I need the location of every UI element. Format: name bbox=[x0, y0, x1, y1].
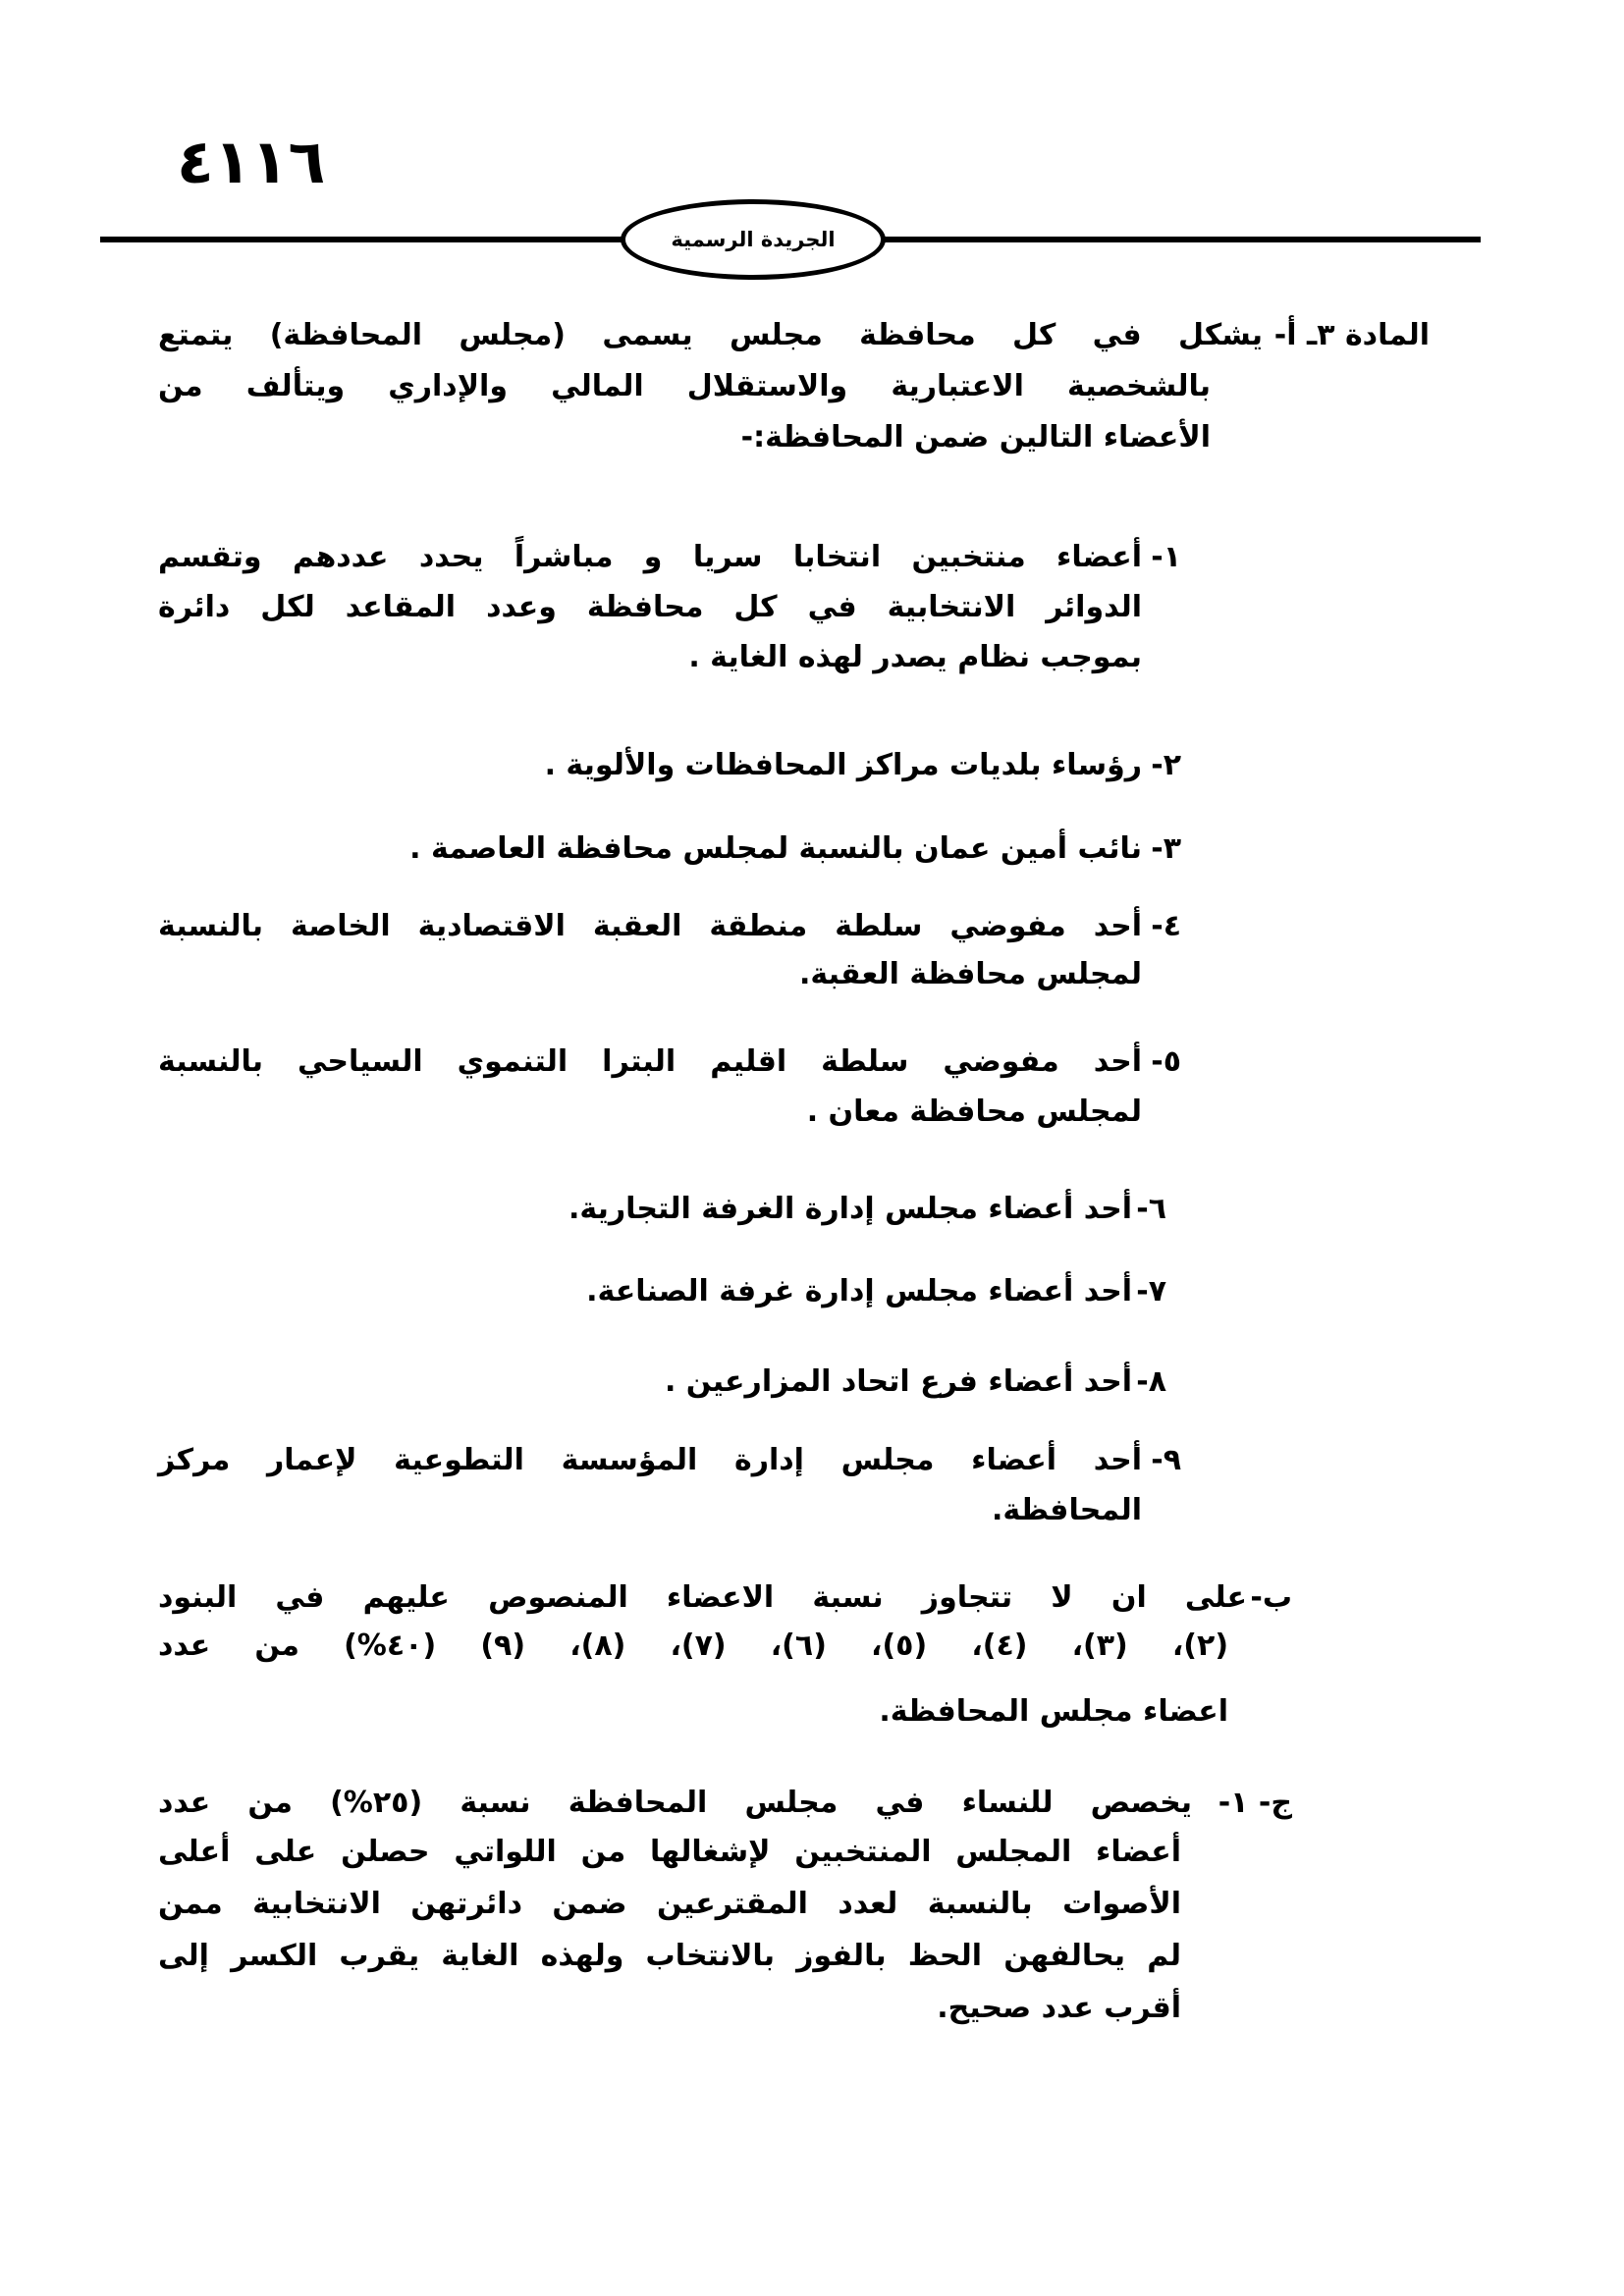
item-number: ٦- bbox=[1136, 1192, 1166, 1226]
clause-c-line: أقرب عدد صحيح. bbox=[937, 1991, 1181, 2025]
clause-b-line: (٢)، (٣)، (٤)، (٥)، (٦)، (٧)، (٨)، (٩) (٤٠%) من عدد bbox=[158, 1629, 1229, 1663]
item-line: أحد أعضاء مجلس إدارة المؤسسة التطوعية لإعمار مركز bbox=[158, 1443, 1142, 1477]
item-line: نائب أمين عمان بالنسبة لمجلس محافظة العاصمة . bbox=[409, 831, 1142, 866]
clause-b-line: اعضاء مجلس المحافظة. bbox=[879, 1694, 1228, 1729]
item-line: لمجلس محافظة معان . bbox=[806, 1095, 1142, 1129]
item-number: ٧- bbox=[1136, 1274, 1166, 1308]
item-line: الدوائر الانتخابية في كل محافظة وعدد المقاعد لكل دائرة bbox=[158, 590, 1142, 624]
item-line: أحد مفوضي سلطة منطقة العقبة الاقتصادية الخاصة بالنسبة bbox=[158, 909, 1142, 943]
item-number: ١- bbox=[1151, 540, 1181, 574]
clause-c-line: يخصص للنساء في مجلس المحافظة نسبة (٢٥%) من عدد bbox=[158, 1786, 1192, 1820]
item-line: أحد أعضاء مجلس إدارة غرفة الصناعة. bbox=[586, 1274, 1132, 1308]
header-rule-right bbox=[876, 237, 1481, 242]
header-oval bbox=[621, 199, 886, 280]
clause-c-line: لم يحالفهن الحظ بالفوز بالانتخاب ولهذه الغاية يقرب الكسر إلى bbox=[158, 1939, 1181, 1973]
item-line: أحد أعضاء فرع اتحاد المزارعين . bbox=[664, 1364, 1132, 1399]
item-line: أحد مفوضي سلطة اقليم البترا التنموي السياحي بالنسبة bbox=[158, 1044, 1142, 1079]
header-rule-left bbox=[100, 237, 630, 242]
clause-b-label: ب- bbox=[1250, 1580, 1292, 1615]
clause-c-label: ج- ١- bbox=[1218, 1786, 1292, 1820]
article-label: المادة ٣ـ أ- bbox=[1273, 318, 1430, 352]
item-number: ٥- bbox=[1151, 1044, 1181, 1079]
item-line: المحافظة. bbox=[991, 1493, 1142, 1527]
article-line: بالشخصية الاعتبارية والاستقلال المالي والإداري ويتألف من bbox=[158, 369, 1211, 403]
page-number: ٤١١٦ bbox=[177, 126, 326, 197]
item-line: بموجب نظام يصدر لهذه الغاية . bbox=[688, 640, 1142, 674]
item-number: ٣- bbox=[1151, 831, 1181, 866]
item-number: ٤- bbox=[1151, 909, 1181, 943]
item-number: ٩- bbox=[1151, 1443, 1181, 1477]
item-line: رؤساء بلديات مراكز المحافظات والألوية . bbox=[544, 748, 1142, 782]
clause-b-line: على ان لا تتجاوز نسبة الاعضاء المنصوص عليهم في البنود bbox=[158, 1580, 1247, 1615]
header-label: الجريدة الرسمية bbox=[671, 228, 836, 251]
item-number: ٨- bbox=[1136, 1364, 1166, 1399]
item-line: أعضاء منتخبين انتخابا سريا و مباشراً يحدد عددهم وتقسم bbox=[158, 540, 1142, 574]
item-line: أحد أعضاء مجلس إدارة الغرفة التجارية. bbox=[568, 1192, 1132, 1226]
item-line: لمجلس محافظة العقبة. bbox=[799, 957, 1142, 991]
article-line: يشكل في كل محافظة مجلس يسمى (مجلس المحافظة) يتمتع bbox=[158, 318, 1263, 352]
article-line: الأعضاء التالين ضمن المحافظة:- bbox=[740, 420, 1211, 454]
clause-c-line: أعضاء المجلس المنتخبين لإشغالها من اللواتي حصلن على أعلى bbox=[158, 1835, 1181, 1869]
clause-c-line: الأصوات بالنسبة لعدد المقترعين ضمن دائرتهن الانتخابية ممن bbox=[158, 1887, 1181, 1921]
item-number: ٢- bbox=[1151, 748, 1181, 782]
